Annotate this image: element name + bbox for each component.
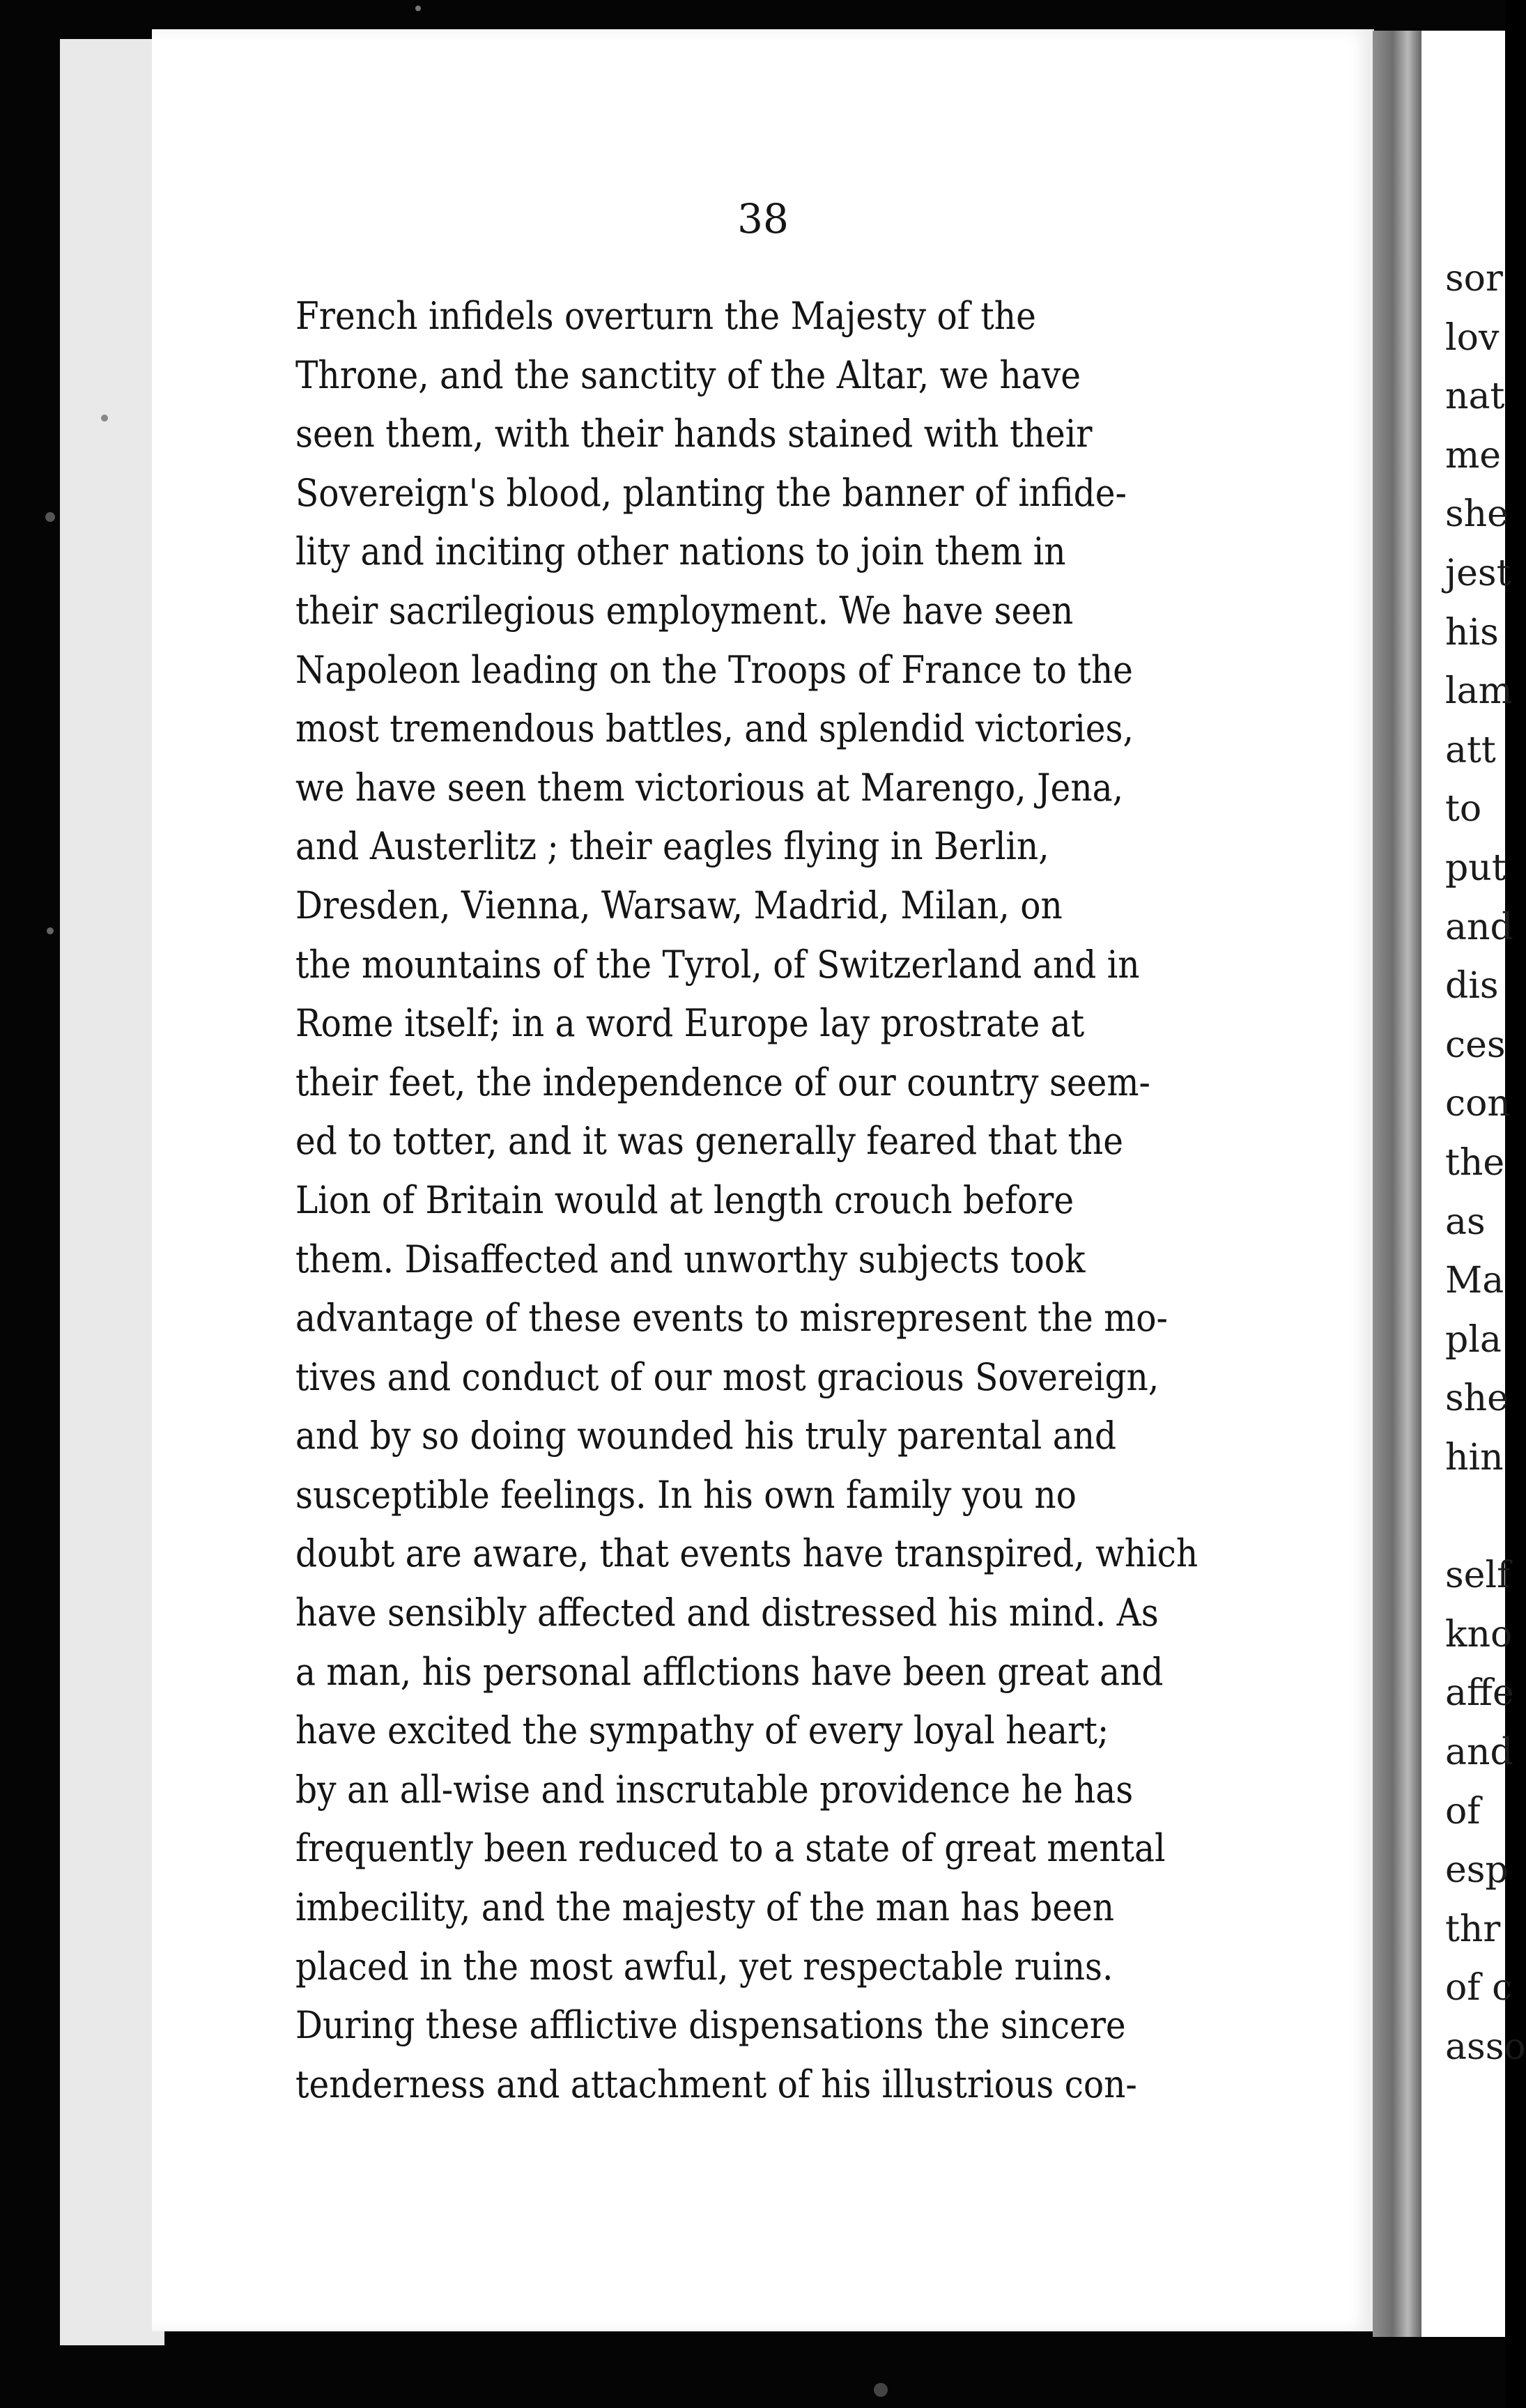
text-line: Napoleon leading on the Troops of France to the bbox=[295, 647, 1133, 692]
facing-page-text-fragment: affe bbox=[1445, 1672, 1514, 1715]
text-line: a man, his personal afflctions have been great and bbox=[295, 1649, 1164, 1694]
left-page-edge bbox=[60, 39, 164, 2345]
text-line: their sacrilegious employment. We have seen bbox=[295, 588, 1074, 633]
page-number: 38 bbox=[737, 195, 789, 242]
facing-page-text-fragment: and bbox=[1445, 906, 1513, 948]
text-line: frequently been reduced to a state of great mental bbox=[295, 1826, 1166, 1871]
text-line: we have seen them victorious at Marengo, Jena, bbox=[295, 765, 1124, 810]
text-line: Sovereign's blood, planting the banner of infide- bbox=[295, 470, 1127, 515]
text-line: lity and inciting other nations to join them in bbox=[295, 530, 1066, 574]
text-line: and by so doing wounded his truly parental and bbox=[295, 1414, 1117, 1458]
text-line: have excited the sympathy of every loyal heart; bbox=[295, 1708, 1109, 1753]
facing-page-text-fragment: dis bbox=[1445, 965, 1499, 1008]
facing-page-text-fragment: ces bbox=[1445, 1024, 1506, 1066]
text-line: Throne, and the sanctity of the Altar, we have bbox=[295, 353, 1081, 397]
text-line: them. Disaffected and unworthy subjects took bbox=[295, 1237, 1086, 1281]
facing-page-text-fragment: self bbox=[1445, 1554, 1511, 1597]
text-line: most tremendous battles, and splendid victories, bbox=[295, 707, 1134, 751]
facing-page-text-fragment: sor bbox=[1445, 258, 1503, 300]
book-gutter bbox=[1373, 31, 1423, 2337]
text-line: susceptible feelings. In his own family you no bbox=[295, 1472, 1077, 1517]
text-line: ed to totter, and it was generally feared that the bbox=[295, 1119, 1124, 1164]
text-line: Dresden, Vienna, Warsaw, Madrid, Milan, on bbox=[295, 883, 1063, 927]
facing-page-text-fragment: Ma bbox=[1445, 1260, 1504, 1302]
text-line: the mountains of the Tyrol, of Switzerland and in bbox=[295, 942, 1140, 987]
text-line: Lion of Britain would at length crouch before bbox=[295, 1178, 1074, 1222]
facing-page-text-fragment: as bbox=[1445, 1201, 1486, 1243]
text-line: tives and conduct of our most gracious Sovereign, bbox=[295, 1354, 1159, 1399]
facing-page-text-fragment: me bbox=[1445, 434, 1502, 477]
facing-page-text-fragment: to bbox=[1445, 788, 1482, 831]
facing-page-text-fragment: lam bbox=[1445, 670, 1513, 713]
text-line: placed in the most awful, yet respectable ruins. bbox=[295, 1944, 1113, 1989]
facing-page-text-fragment: she bbox=[1445, 1377, 1509, 1420]
facing-page-text-fragment: his bbox=[1445, 611, 1499, 654]
facing-page-text-fragment: esp bbox=[1445, 1849, 1509, 1892]
body-text bbox=[295, 287, 1494, 2114]
text-line: imbecility, and the majesty of the man has been bbox=[295, 1885, 1115, 1930]
text-line: have sensibly affected and distressed his mind. As bbox=[295, 1591, 1159, 1635]
text-line: by an all-wise and inscrutable providence he has bbox=[295, 1767, 1134, 1812]
facing-page-text-fragment: con bbox=[1445, 1083, 1511, 1125]
text-line: advantage of these events to misrepresent the mo- bbox=[295, 1296, 1168, 1341]
facing-page-fragment bbox=[1421, 31, 1526, 2337]
facing-page-text-fragment: the bbox=[1445, 1142, 1505, 1184]
facing-page-text-fragment: att bbox=[1445, 729, 1496, 771]
facing-page-text-fragment: of bbox=[1445, 1790, 1481, 1832]
facing-page-text-fragment: kno bbox=[1445, 1613, 1513, 1656]
facing-page-text-fragment: asso bbox=[1445, 2026, 1526, 2068]
facing-page-text-fragment: pla bbox=[1445, 1318, 1502, 1361]
text-line: doubt are aware, that events have transpired, which bbox=[295, 1531, 1199, 1576]
text-line: and Austerlitz ; their eagles flying in Berlin, bbox=[295, 824, 1049, 869]
text-line: During these afflictive dispensations the sincere bbox=[295, 2003, 1126, 2048]
facing-page-text-fragment: jest bbox=[1445, 553, 1511, 594]
text-line: seen them, with their hands stained with their bbox=[295, 412, 1093, 456]
facing-page-text-fragment: she bbox=[1445, 493, 1509, 536]
facing-page-text-fragment: lov bbox=[1445, 316, 1500, 359]
text-line: Rome itself; in a word Europe lay prostrate at bbox=[295, 1001, 1085, 1046]
text-line: tenderness and attachment of his illustrious con- bbox=[295, 2062, 1137, 2106]
text-line: French infidels overturn the Majesty of the bbox=[295, 294, 1036, 338]
facing-page-text-fragment: put bbox=[1445, 847, 1506, 889]
facing-page-text-fragment: thr bbox=[1445, 1908, 1501, 1950]
facing-page-text-fragment: hin bbox=[1445, 1437, 1504, 1479]
facing-page-text-fragment: and bbox=[1445, 1731, 1513, 1773]
text-line: their feet, the independence of our country seem- bbox=[295, 1060, 1150, 1104]
facing-page-text-fragment: of c bbox=[1445, 1967, 1513, 2009]
facing-page-text-fragment: nat bbox=[1445, 376, 1505, 418]
book-page bbox=[152, 29, 1374, 2331]
